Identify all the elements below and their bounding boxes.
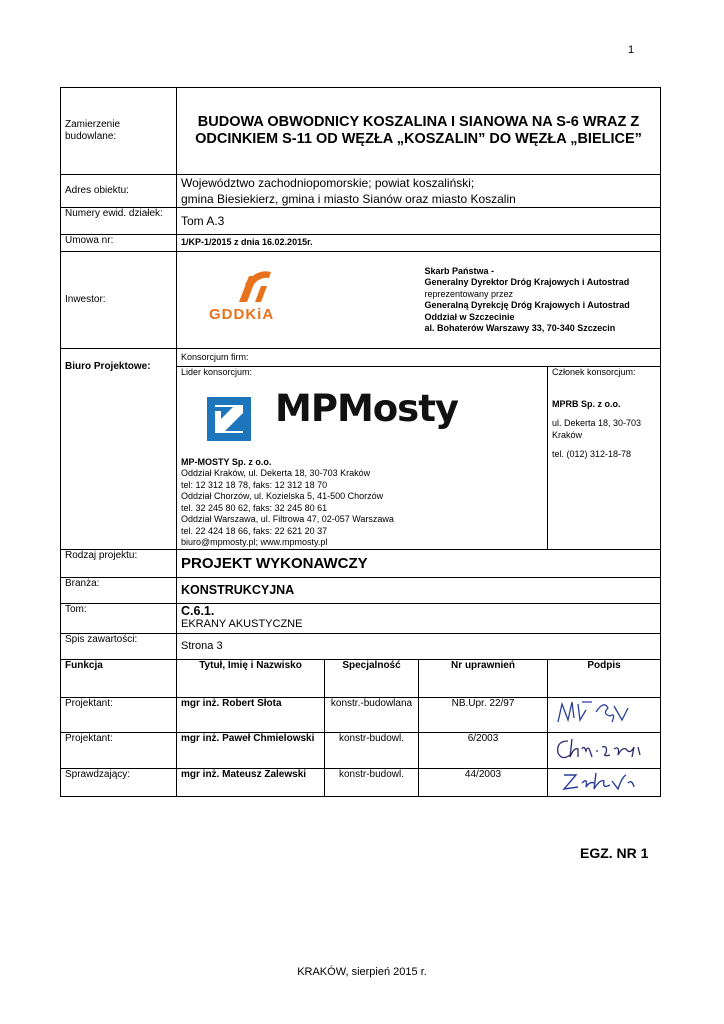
row2-specialty: konstr-budowl. (325, 732, 419, 768)
office-label: Biuro Projektowe: (61, 349, 177, 550)
mp-mosty-logo-text (275, 386, 459, 430)
project-label: Zamierzenie budowlane: (61, 88, 177, 175)
header-row (61, 88, 661, 175)
member-name: MPRB Sp. z o.o. (552, 398, 621, 409)
row1-signature (548, 697, 661, 732)
volume-value (177, 603, 661, 633)
page-number: 1 (628, 44, 635, 56)
leader-line-2: tel: 12 312 18 78, faks: 12 312 18 70 (181, 479, 328, 490)
row3-name: mgr inż. Mateusz Zalewski (177, 768, 325, 796)
member-phone: tel. (012) 312-18-78 (552, 449, 632, 459)
signature-chmielowski (552, 733, 652, 763)
row2-function: Projektant: (61, 732, 177, 768)
row2-license: 6/2003 (419, 732, 548, 768)
row2-name: mgr inż. Paweł Chmielowski (177, 732, 325, 768)
member-cell (548, 367, 661, 550)
signature-row (61, 732, 661, 768)
leader-label: Lider konsorcjum: (181, 367, 253, 377)
branch-label: Branża: (61, 577, 177, 603)
gddkia-logo-text: GDDKiA (209, 306, 275, 323)
contents-label: Spis zawartości: (61, 633, 177, 659)
row1-name: mgr inż. Robert Słota (177, 697, 325, 732)
address-line-1: Województwo zachodniopomorskie; powiat koszaliński; (181, 176, 475, 190)
mp-logo-mosty: Mosty (336, 386, 459, 430)
project-type-row (61, 549, 661, 577)
contract-row (61, 235, 661, 252)
row1-specialty: konstr.-budowlana (325, 697, 419, 732)
investor-row (61, 252, 661, 349)
row3-license: 44/2003 (419, 768, 548, 796)
footer-place-date: KRAKÓW, sierpień 2015 r. (297, 966, 427, 978)
leader-line-7: biuro@mpmosty.pl; www.mpmosty.pl (181, 537, 328, 547)
row3-function: Sprawdzający: (61, 768, 177, 796)
mp-mosty-logo-icon (207, 397, 251, 441)
address-row (61, 175, 661, 208)
row2-signature (548, 732, 661, 768)
project-type-value: PROJEKT WYKONAWCZY (177, 549, 661, 577)
contents-value: Strona 3 (177, 633, 661, 659)
investor-line-4: Generalną Dyrekcję Dróg Krajowych i Autostrad (424, 300, 630, 310)
leader-line-6: tel. 22 424 18 66, faks: 22 621 20 37 (181, 525, 328, 536)
row3-signature (548, 768, 661, 796)
contents-row (61, 633, 661, 659)
project-title: BUDOWA OBWODNICY KOSZALINA I SIANOWA NA S-6 WRAZ Z ODCINKIEM S-11 OD WĘZŁA „KOSZALIN” DO WĘZŁA „BIELICE” (177, 88, 661, 175)
header-specialty: Specjalność (325, 659, 419, 697)
mp-mosty-logo (207, 386, 543, 457)
volume-name: EKRANY AKUSTYCZNE (181, 617, 303, 630)
investor-line-1: Skarb Państwa - (424, 265, 495, 276)
mp-logo-mp: MP (275, 386, 337, 430)
branch-row (61, 577, 661, 603)
member-label: Członek konsorcjum: (552, 367, 636, 377)
project-type-label: Rodzaj projektu: (61, 549, 177, 577)
address-line-2: gmina Biesiekierz, gmina i miasto Sianów oraz miasto Koszalin (181, 192, 516, 206)
investor-label: Inwestor: (61, 252, 177, 349)
signature-zalewski (552, 769, 652, 793)
office-consortium-row (61, 349, 661, 367)
volume-code: C.6.1. (181, 603, 215, 618)
leader-name: MP-MOSTY Sp. z o.o. (181, 456, 272, 467)
signature-row (61, 768, 661, 796)
signature-row (61, 697, 661, 732)
header-name: Tytuł, Imię i Nazwisko (177, 659, 325, 697)
header-function: Funkcja (61, 659, 177, 697)
leader-line-5: Oddział Warszawa, ul. Filtrowa 47, 02-057 Warszawa (181, 514, 394, 524)
volume-row (61, 603, 661, 633)
contract-value: 1/KP-1/2015 z dnia 16.02.2015r. (177, 235, 661, 252)
header-signature: Podpis (548, 659, 661, 697)
investor-details (419, 252, 661, 349)
investor-line-3: reprezentowany przez (424, 288, 514, 299)
investor-logo-cell (177, 252, 419, 349)
parcels-row (61, 208, 661, 235)
leader-line-3: Oddział Chorzów, ul. Kozielska 5, 41-500 Chorzów (181, 491, 384, 501)
consortium-label: Konsorcjum firm: (177, 349, 661, 367)
address-value (177, 175, 661, 208)
address-label: Adres obiektu: (61, 175, 177, 208)
leader-cell (177, 367, 548, 550)
volume-label: Tom: (61, 603, 177, 633)
leader-line-1: Oddział Kraków, ul. Dekerta 18, 30-703 Kraków (181, 468, 371, 478)
signature-header-row (61, 659, 661, 697)
investor-line-5: Oddział w Szczecinie (424, 311, 515, 322)
branch-value: KONSTRUKCYJNA (177, 577, 661, 603)
parcels-label: Numery ewid. działek: (61, 208, 177, 235)
row1-function: Projektant: (61, 697, 177, 732)
row1-license: NB.Upr. 22/97 (419, 697, 548, 732)
gddkia-road-icon (235, 266, 275, 304)
leader-line-4: tel. 32 245 80 62, faks: 32 245 80 61 (181, 502, 328, 513)
header-license: Nr uprawnień (419, 659, 548, 697)
gddkia-logo (201, 266, 351, 326)
contract-label: Umowa nr: (61, 235, 177, 252)
parcels-value: Tom A.3 (177, 208, 661, 235)
investor-line-2: Generalny Dyrektor Dróg Krajowych i Autostrad (424, 277, 630, 287)
row3-specialty: konstr-budowl. (325, 768, 419, 796)
member-address: ul. Dekerta 18, 30-703 Kraków (552, 418, 642, 440)
title-sheet-table (60, 87, 661, 797)
signature-slota (552, 698, 652, 726)
investor-line-6: al. Bohaterów Warszawy 33, 70-340 Szczecin (424, 323, 616, 333)
copy-number: EGZ. NR 1 (580, 845, 649, 861)
